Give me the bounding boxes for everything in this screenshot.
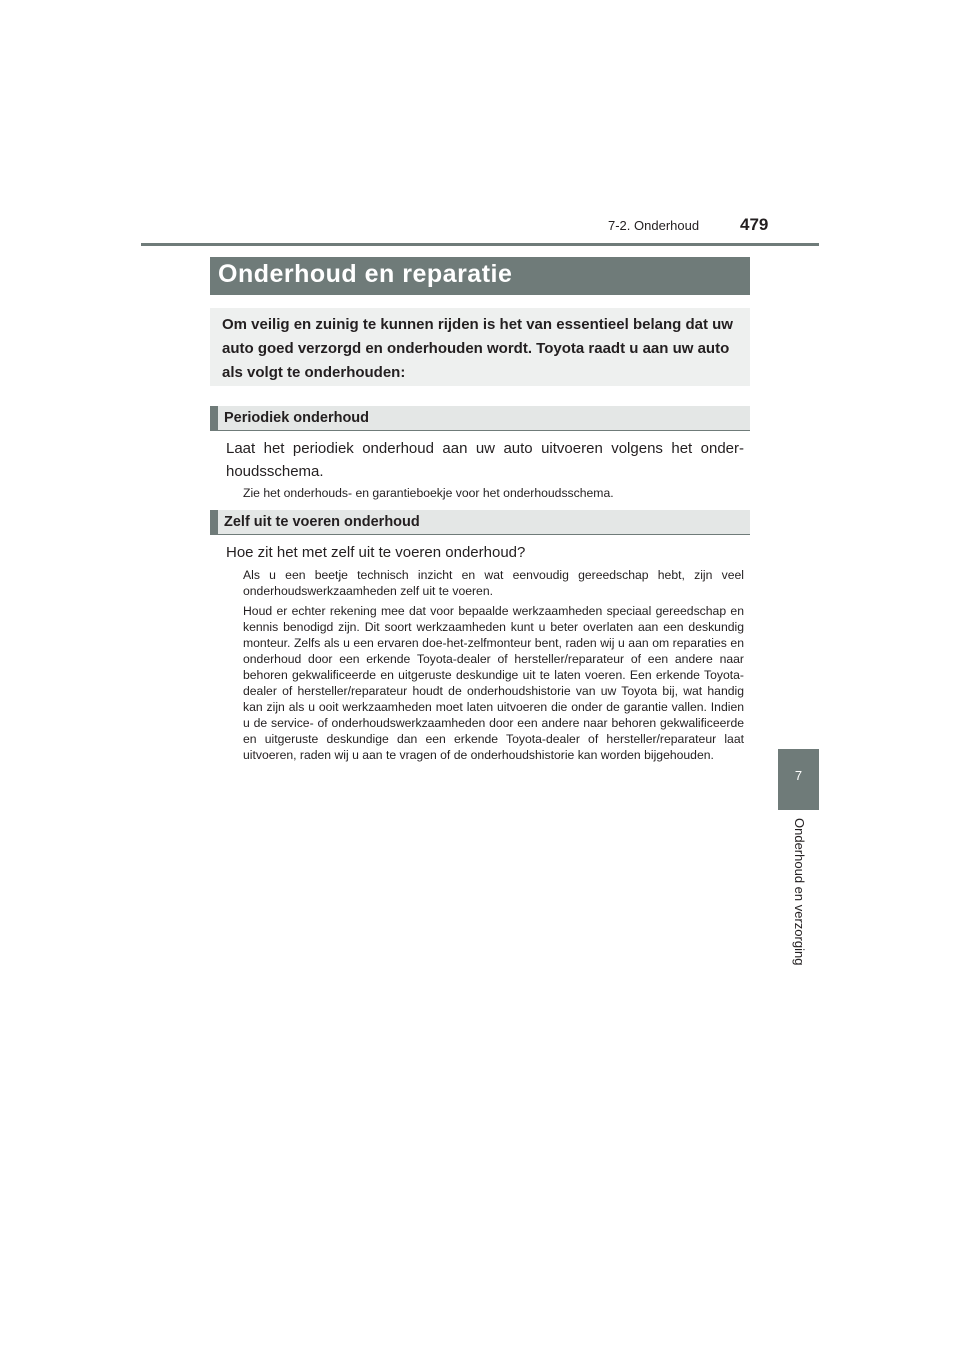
header-section: 7-2. Onderhoud (608, 218, 700, 233)
section-heading: Periodiek onderhoud (224, 410, 370, 426)
section-note: Zie het onderhouds- en garantieboekje voor het onderhoudsschema. (243, 486, 614, 500)
section-note: Houd er echter rekening mee dat voor bepaalde werkzaamheden speciaal gereedschap en kennis benodigd zijn. Dit soort werkzaamheden kunt u beter overlaten aan een deskundig monteur. Zelfs als u een ervaren doe-het-zelfmonteur bent, raden wij u aan om reparaties en onderhoud door een erkende Toyota-dealer of hersteller/reparateur of een andere naar behoren gekwalificeerde en uitgeruste deskundige uit te laten voeren. Een erkende Toyota-dealer of hersteller/reparateur houdt de onderhoudshistorie van uw Toyota bij, wat handig kan zijn als u ooit werkzaamheden moet laten uitvoeren die onder de garantie vallen. Indien u de service- of onderhoudswerkzaamheden door een andere naar behoren gekwalificeerde en uitgeruste deskundige dan een erkende Toyota-dealer of hersteller/reparateur laat uitvoeren, raden wij u aan te vragen of de onderhoudshistorie kan worden bijgehouden. (243, 604, 744, 762)
page-number: 479 (740, 215, 769, 234)
section-lead: Laat het periodiek onderhoud aan uw auto uitvoeren volgens het onder-houdsschema. (226, 440, 744, 480)
intro-text: Om veilig en zuinig te kunnen rijden is het van essentieel belang dat uw auto goed verzorgd en onderhouden wordt. Toyota raadt u aan uw auto als volgt te onderhouden: (222, 316, 733, 381)
header-rule (141, 243, 819, 246)
chapter-title: Onderhoud en verzorging (792, 818, 807, 966)
chapter-number: 7 (794, 768, 803, 783)
section-heading: Zelf uit te voeren onderhoud (224, 514, 420, 530)
section-note: Als u een beetje technisch inzicht en wat eenvoudig gereedschap hebt, zijn veel onderhoudswerkzaamheden zelf uit te voeren. (243, 568, 744, 598)
page-title: Onderhoud en reparatie (218, 260, 513, 288)
section-lead: Hoe zit het met zelf uit te voeren onderhoud? (226, 544, 526, 561)
section-marker (210, 510, 218, 534)
section-marker (210, 406, 218, 430)
